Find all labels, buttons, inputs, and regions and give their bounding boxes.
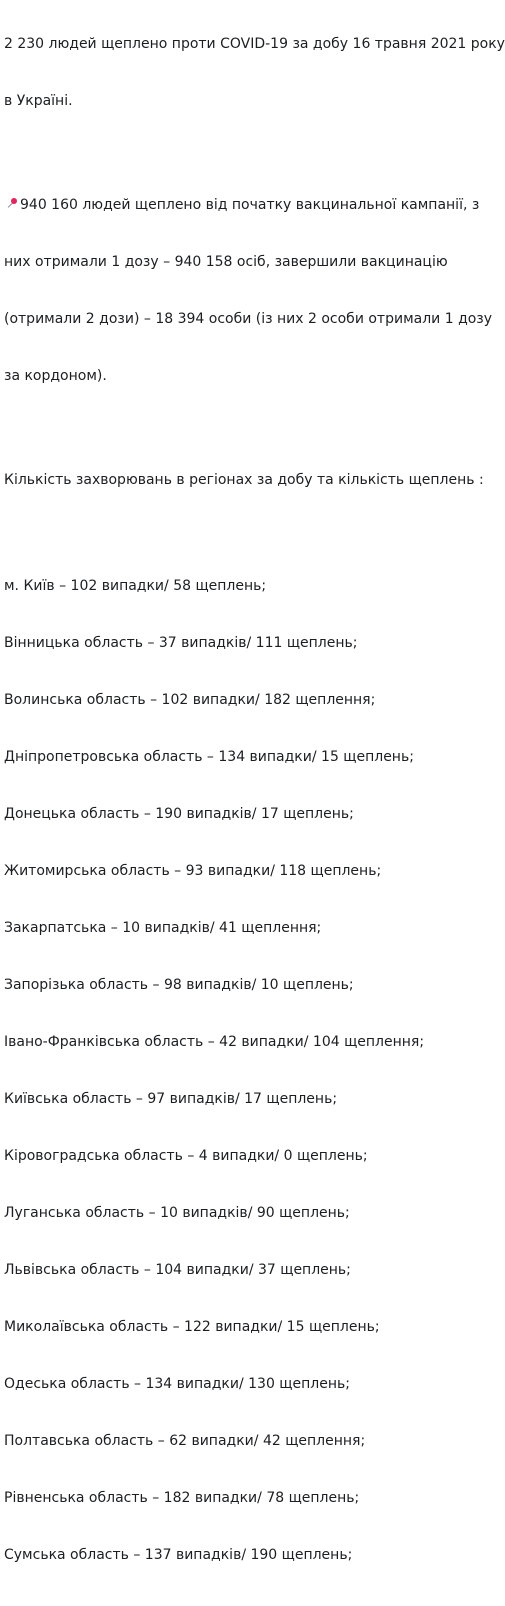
region-item: Луганська область – 10 випадків/ 90 щеплень; <box>4 1205 350 1221</box>
region-item: Рівненська область – 182 випадки/ 78 щеплень; <box>4 1490 360 1506</box>
regions-heading-text: Кількість захворювань в регіонах за добу та кількість щеплень : <box>4 472 484 488</box>
region-item: Запорізька область – 98 випадків/ 10 щеплень; <box>4 977 354 993</box>
region-item: Волинська область – 102 випадки/ 182 щеплення; <box>4 692 376 708</box>
vaccination-paragraph <box>4 158 493 424</box>
regions-list <box>4 539 485 1603</box>
region-item: Житомирська область – 93 випадки/ 118 щеплень; <box>4 863 382 879</box>
round-pushpin-icon <box>4 197 18 211</box>
region-item: Одеська область – 134 випадки/ 130 щеплень; <box>4 1376 350 1392</box>
region-item: Полтавська область – 62 випадки/ 42 щеплення; <box>4 1433 366 1449</box>
vaccination-line: за кордоном). <box>4 368 107 384</box>
intro-line: 2 230 людей щеплено проти COVID-19 за добу 16 травня 2021 року <box>4 36 505 52</box>
intro-line: в Україні. <box>4 93 73 109</box>
intro-paragraph <box>4 0 505 149</box>
region-item: Миколаївська область – 122 випадки/ 15 щеплень; <box>4 1319 380 1335</box>
region-item: Львівська область – 104 випадки/ 37 щеплень; <box>4 1262 351 1278</box>
region-item: Сумська область – 137 випадків/ 190 щеплень; <box>4 1547 353 1563</box>
region-item: Кіровоградська область – 4 випадки/ 0 щеплень; <box>4 1148 368 1164</box>
region-item: Вінницька область – 37 випадків/ 111 щеплень; <box>4 635 358 651</box>
region-item: Донецька область – 190 випадків/ 17 щеплень; <box>4 806 354 822</box>
vaccination-line: них отримали 1 дозу – 940 158 осіб, завершили вакцинацію <box>4 254 448 270</box>
vaccination-line-text: 940 160 людей щеплено від початку вакцинальної кампанії, з <box>20 197 480 213</box>
region-item: м. Київ – 102 випадки/ 58 щеплень; <box>4 578 267 594</box>
region-item: Київська область – 97 випадків/ 17 щеплень; <box>4 1091 338 1107</box>
regions-heading <box>4 433 485 528</box>
vaccination-line-first <box>4 196 485 215</box>
region-item: Закарпатська – 10 випадків/ 41 щеплення; <box>4 920 322 936</box>
region-item: Дніпропетровська область – 134 випадки/ 15 щеплень; <box>4 749 414 765</box>
vaccination-line: (отримали 2 дози) – 18 394 особи (із них 2 особи отримали 1 дозу <box>4 311 493 327</box>
region-item: Івано-Франківська область – 42 випадки/ 104 щеплення; <box>4 1034 425 1050</box>
